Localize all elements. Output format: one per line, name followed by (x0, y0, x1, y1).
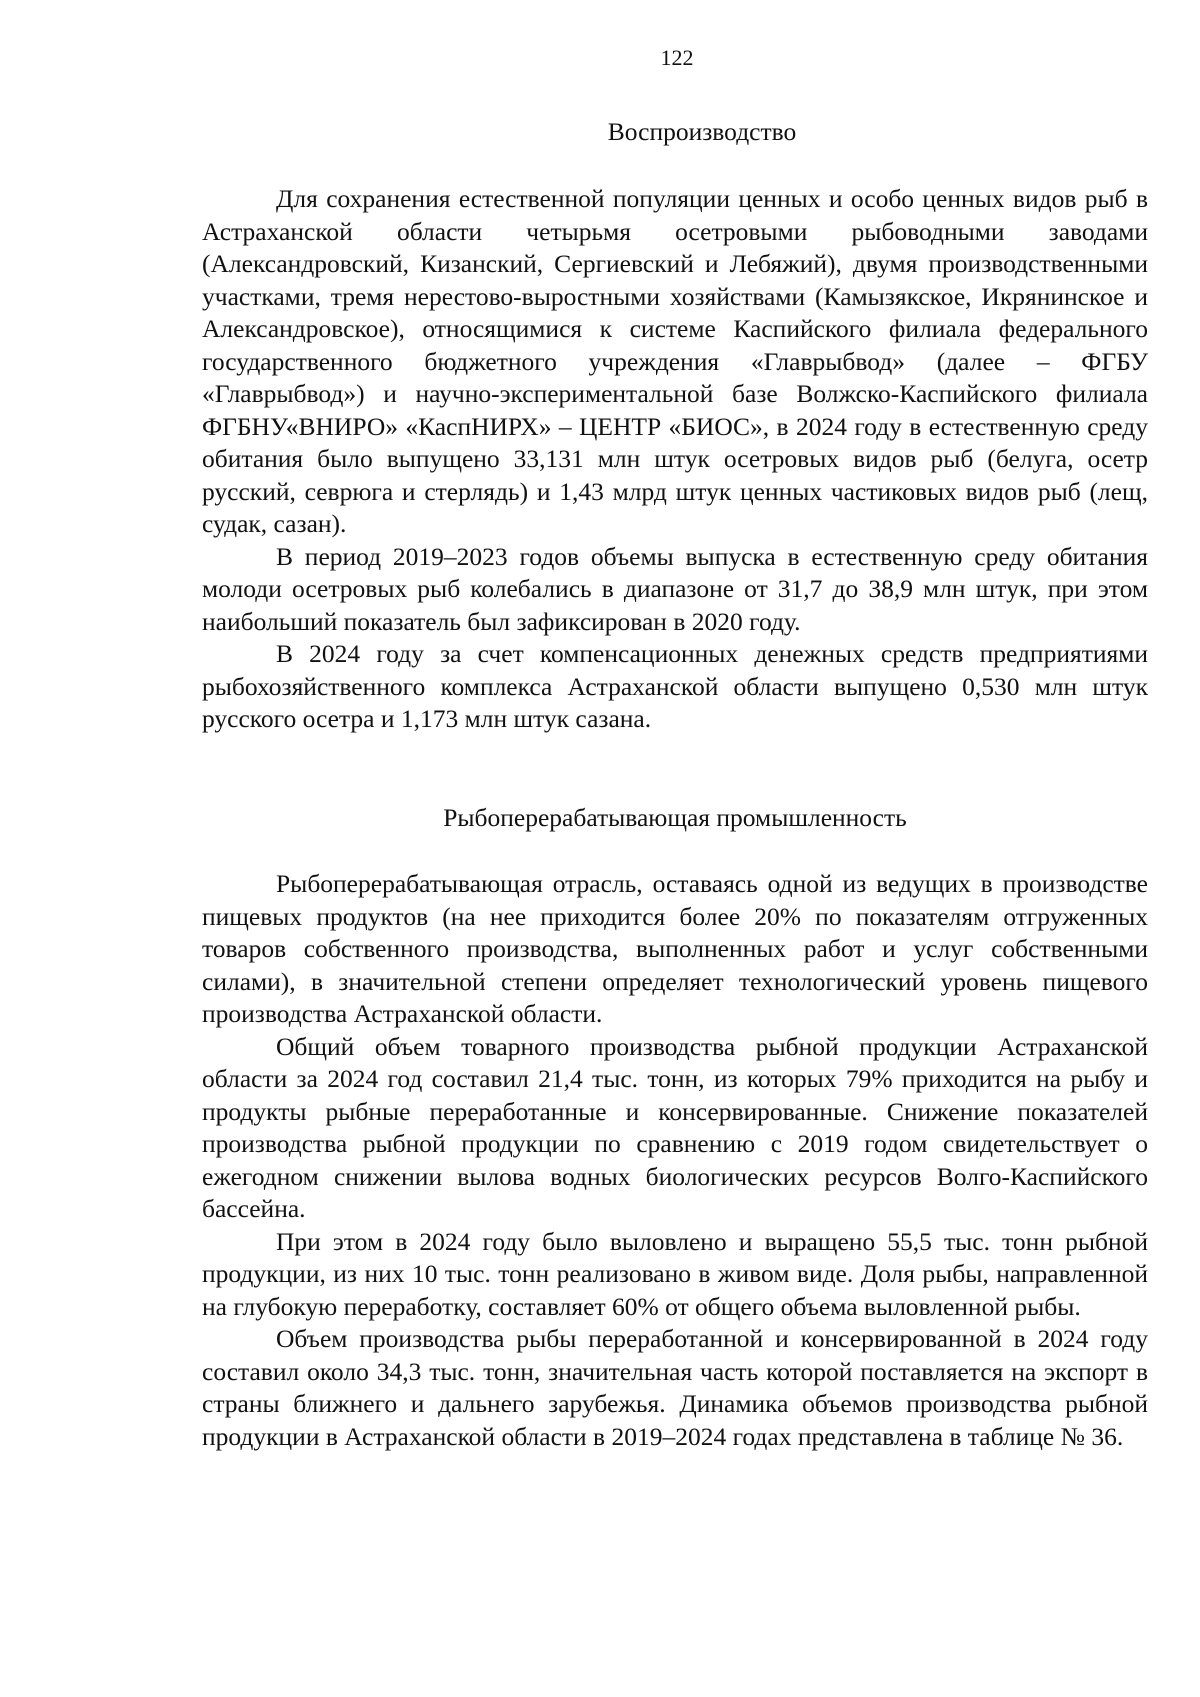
section-heading-reproduction: Воспроизводство (607, 117, 797, 146)
section-heading-fish-processing: Рыбоперерабатывающая промышленность (443, 803, 907, 832)
paragraph: При этом в 2024 году было выловлено и выращено 55,5 тыс. тонн рыбной продукции, из них 10 тыс. тонн реализовано в живом виде. Доля рыбы, направленной на глубокую переработку, составляет 60% от общего объема выловленной рыбы. (202, 1226, 1148, 1321)
paragraph: Общий объем товарного производства рыбной продукции Астраханской области за 2024 год составил 21,4 тыс. тонн, из которых 79% приходится на рыбу и продукты рыбные переработанные и консервированные. Снижение показателей производства рыбной продукции по сравнению с 2019 годом свидетельствует о ежегодном снижении вылова водных биологических ресурсов Волго-Каспийского бассейна. (202, 1031, 1148, 1223)
paragraph: В 2024 году за счет компенсационных денежных средств предприятиями рыбохозяйственного комплекса Астраханской области выпущено 0,530 млн штук русского осетра и 1,173 млн штук сазана. (202, 639, 1148, 733)
paragraph: Для сохранения естественной популяции ценных и особо ценных видов рыб в Астраханской области четырьмя осетровыми рыбоводными заводами (Александровский, Кизанский, Сергиевский и Лебяжий), двумя производственными участками, тремя нерестово-выростными хозяйствами (Камызякское, Икрянинское и Александровское), относящимися к системе Каспийского филиала федерального государственного бюджетного учреждения «Главрыбвод» (далее – ФГБУ «Главрыбвод») и научно-экспериментальной базе Волжско-Каспийского филиала ФГБНУ«ВНИРО» «КаспНИРХ» – ЦЕНТР «БИОС», в 2024 году в естественную среду обитания было выпущено 33,131 млн штук осетровых видов рыб (белуга, осетр русский, севрюга и стерлядь) и 1,43 млрд штук ценных частиковых видов рыб (лещ, судак, сазан). (202, 184, 1148, 538)
paragraph: Рыбоперерабатывающая отрасль, оставаясь одной из ведущих в производстве пищевых продуктов (на нее приходится более 20% по показателям отгруженных товаров собственного производства, выполненных работ и услуг собственными силами), в значительной степени определяет технологический уровень пищевого производства Астраханской области. (202, 869, 1148, 1028)
section-reproduction (202, 183, 1148, 736)
page-number: 122 (660, 45, 694, 70)
section-fish-processing (202, 868, 1148, 1453)
paragraph: В период 2019–2023 годов объемы выпуска в естественную среду обитания молоди осетровых рыб колебались в диапазоне от 31,7 до 38,9 млн штук, при этом наибольший показатель был зафиксирован в 2020 году. (202, 541, 1148, 636)
paragraph: Объем производства рыбы переработанной и консервированной в 2024 году составил около 34,3 тыс. тонн, значительная часть которой поставляется на экспорт в страны ближнего и дальнего зарубежья. Динамика объемов производства рыбной продукции в Астраханской области в 2019–2024 годах представлена в таблице № 36. (202, 1324, 1148, 1451)
